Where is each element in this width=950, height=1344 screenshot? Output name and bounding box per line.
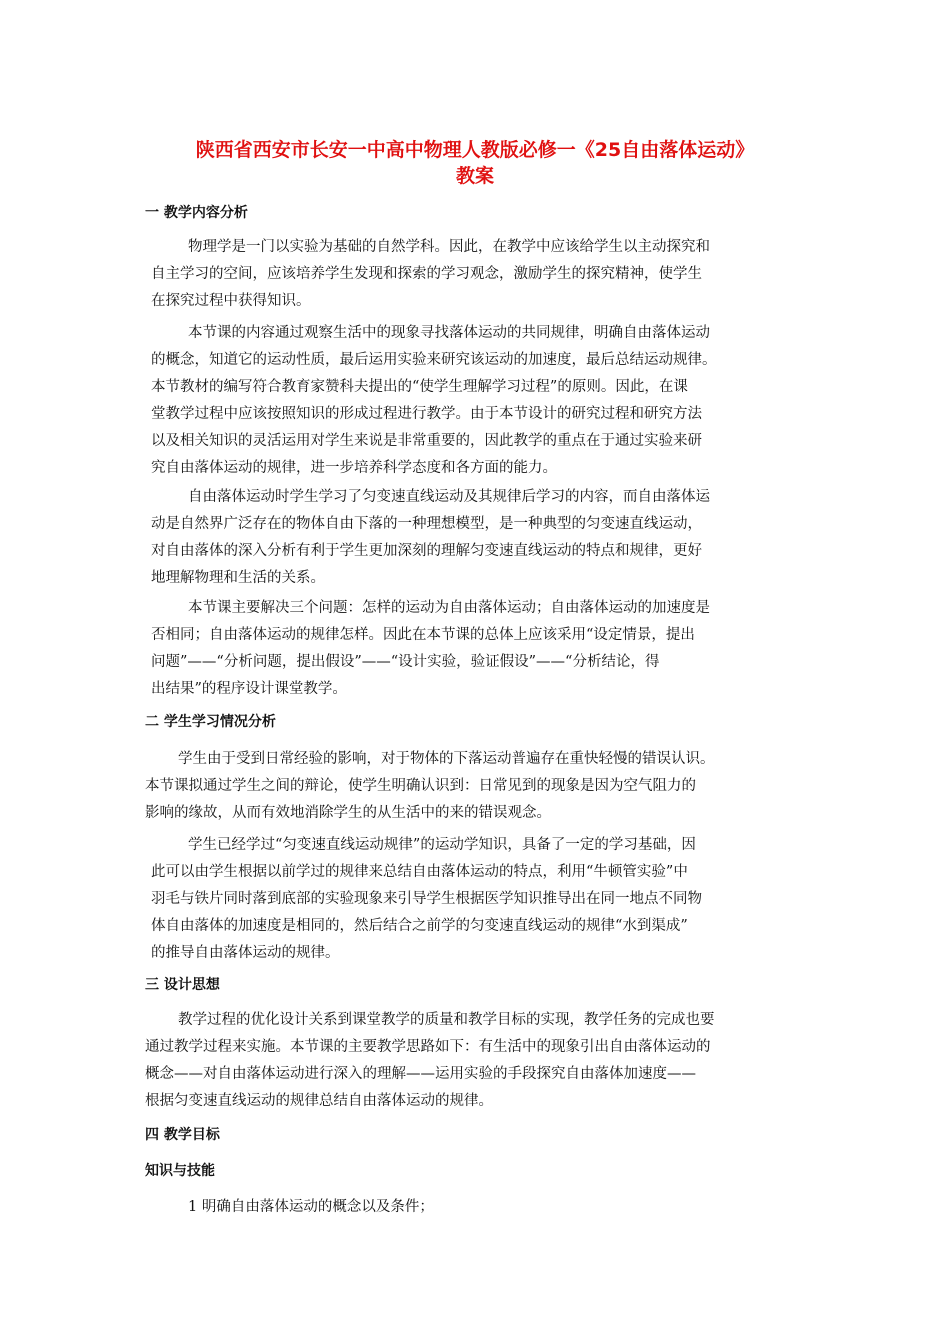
- paragraph: [151, 484, 799, 592]
- section-heading-design-idea: 三 设计思想: [145, 977, 220, 993]
- paragraph-line: 1 明确自由落体运动的概念以及条件；: [188, 1199, 434, 1215]
- paragraph-line: 本节教材的编写符合教育家赞科夫提出的“使学生理解学习过程”的原则。因此，在课: [151, 379, 688, 395]
- paragraph-line: 羽毛与铁片同时落到底部的实验现象来引导学生根据医学知识推导出在同一地点不同物: [151, 891, 702, 907]
- paragraph-line: 堂教学过程中应该按照知识的形成过程进行教学。由于本节设计的研究过程和研究方法: [151, 406, 702, 422]
- paragraph-line: 本节课主要解决三个问题：怎样的运动为自由落体运动；自由落体运动的加速度是: [188, 600, 710, 616]
- paragraph-line: 本节课拟通过学生之间的辩论，使学生明确认识到：日常见到的现象是因为空气阻力的: [145, 778, 696, 794]
- paragraph-line: 动是自然界广泛存在的物体自由下落的一种理想模型，是一种典型的匀变速直线运动，: [151, 516, 702, 532]
- paragraph-line: 的推导自由落体运动的规律。: [151, 945, 340, 961]
- document-title: 陕西省西安市长安一中高中物理人教版必修一《25自由落体运动》: [195, 139, 755, 161]
- paragraph-line: 对自由落体的深入分析有利于学生更加深刻的理解匀变速直线运动的特点和规律，更好: [151, 543, 702, 559]
- paragraph-line: 体自由落体的加速度是相同的，然后结合之前学的匀变速直线运动的规律“水到渠成”: [151, 918, 688, 934]
- paragraph: [151, 234, 799, 315]
- paragraph-line: 此可以由学生根据以前学过的规律来总结自由落体运动的特点，利用“牛顿管实验”中: [151, 864, 688, 880]
- section-heading-student-analysis: 二 学生学习情况分析: [145, 714, 276, 730]
- paragraph: [145, 1007, 793, 1115]
- subsection-heading-knowledge-skills: 知识与技能: [145, 1163, 215, 1179]
- paragraph-line: 自由落体运动时学生学习了匀变速直线运动及其规律后学习的内容，而自由落体运: [188, 489, 710, 505]
- paragraph-line: 根据匀变速直线运动的规律总结自由落体运动的规律。: [145, 1093, 493, 1109]
- paragraph: [145, 746, 793, 827]
- paragraph-line: 学生由于受到日常经验的影响，对于物体的下落运动普遍存在重快轻慢的错误认识。: [178, 751, 715, 767]
- paragraph-line: 问题”——“分析问题，提出假设”——“设计实验，验证假设”——“分析结论，得: [151, 654, 660, 670]
- paragraph-line: 以及相关知识的灵活运用对学生来说是非常重要的，因此教学的重点在于通过实验来研: [151, 433, 702, 449]
- paragraph-line: 通过教学过程来实施。本节课的主要教学思路如下：有生活中的现象引出自由落体运动的: [145, 1039, 711, 1055]
- paragraph-line: 物理学是一门以实验为基础的自然学科。因此，在教学中应该给学生以主动探究和: [188, 239, 710, 255]
- paragraph-line: 出结果”的程序设计课堂教学。: [151, 681, 347, 697]
- paragraph-line: 究自由落体运动的规律，进一步培养科学态度和各方面的能力。: [151, 460, 557, 476]
- paragraph: [151, 320, 799, 482]
- paragraph-line: 在探究过程中获得知识。: [151, 293, 311, 309]
- paragraph-line: 否相同；自由落体运动的规律怎样。因此在本节课的总体上应该采用“设定情景，提出: [151, 627, 695, 643]
- list-item: [151, 1194, 799, 1221]
- paragraph-line: 教学过程的优化设计关系到课堂教学的质量和教学目标的实现，教学任务的完成也要: [178, 1012, 715, 1028]
- paragraph-line: 概念——对自由落体运动进行深入的理解——运用实验的手段探究自由落体加速度——: [145, 1066, 696, 1082]
- paragraph-line: 本节课的内容通过观察生活中的现象寻找落体运动的共同规律，明确自由落体运动: [188, 325, 710, 341]
- paragraph-line: 学生已经学过“匀变速直线运动规律”的运动学知识，具备了一定的学习基础，因: [188, 837, 696, 853]
- section-heading-teaching-goals: 四 教学目标: [145, 1127, 220, 1143]
- paragraph: [151, 595, 799, 703]
- paragraph: [151, 832, 799, 967]
- paragraph-line: 自主学习的空间，应该培养学生发现和探索的学习观念，激励学生的探究精神，使学生: [151, 266, 702, 282]
- paragraph-line: 的概念，知道它的运动性质，最后运用实验来研究该运动的加速度，最后总结运动规律。: [151, 352, 717, 368]
- section-heading-content-analysis: 一 教学内容分析: [145, 205, 248, 221]
- paragraph-line: 影响的缘故，从而有效地消除学生的从生活中的来的错误观念。: [145, 805, 551, 821]
- paragraph-line: 地理解物理和生活的关系。: [151, 570, 325, 586]
- document-title-continued: 教案: [455, 165, 494, 187]
